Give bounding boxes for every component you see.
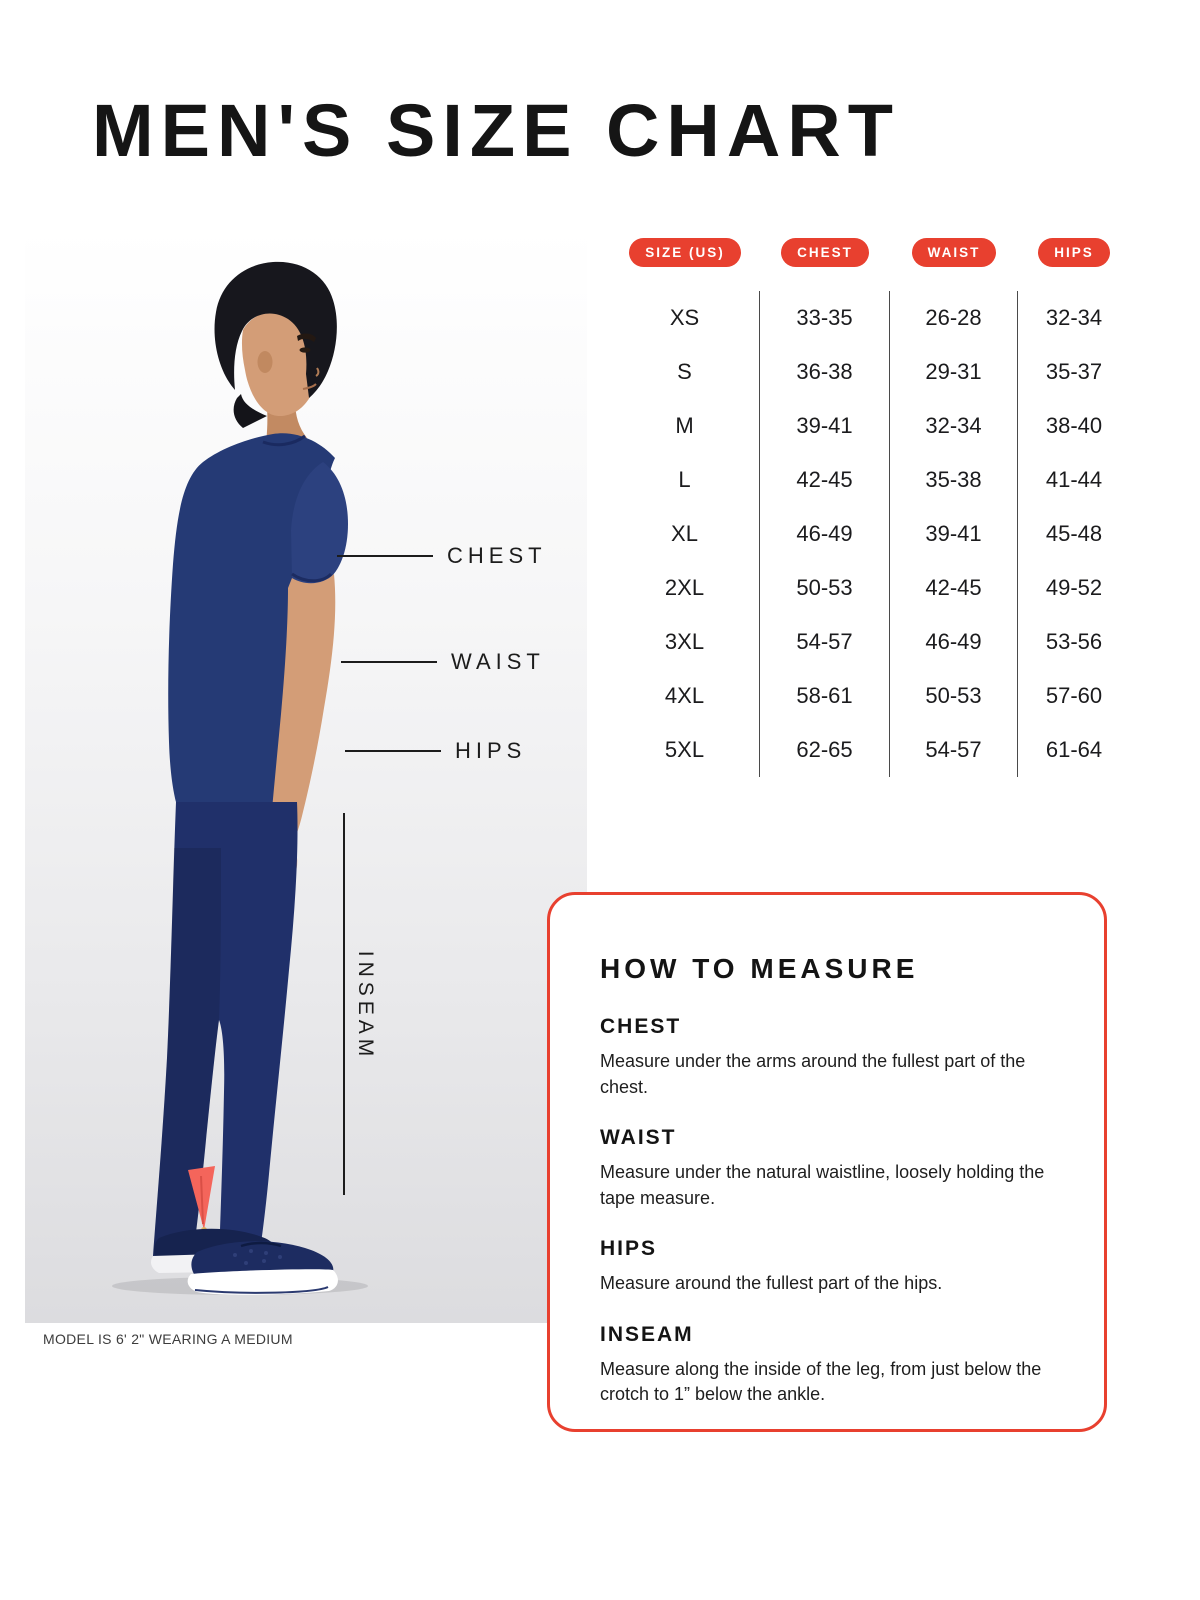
chest-pointer-line bbox=[337, 555, 433, 557]
header-pill-size: SIZE (US) bbox=[629, 238, 741, 267]
waist-pointer-label: WAIST bbox=[451, 649, 545, 674]
page-title: MEN'S SIZE CHART bbox=[92, 89, 900, 172]
table-row bbox=[610, 399, 1130, 453]
waist-cell: 35-38 bbox=[890, 453, 1018, 507]
chest-cell: 50-53 bbox=[760, 561, 890, 615]
size-cell: XS bbox=[610, 291, 760, 345]
table-row bbox=[610, 291, 1130, 345]
size-table-body bbox=[610, 291, 1130, 777]
howto-waist-heading: WAIST bbox=[600, 1126, 677, 1150]
hips-cell: 57-60 bbox=[1045, 683, 1103, 708]
howto-inseam-heading: INSEAM bbox=[600, 1322, 694, 1346]
table-row bbox=[610, 453, 1130, 507]
inseam-pointer-line bbox=[343, 813, 345, 1195]
hips-cell: 38-40 bbox=[1045, 413, 1103, 438]
size-cell: XL bbox=[610, 507, 760, 561]
how-to-measure-title: HOW TO MEASURE bbox=[600, 953, 919, 984]
size-cell: L bbox=[610, 453, 760, 507]
waist-cell: 46-49 bbox=[890, 615, 1018, 669]
waist-cell: 39-41 bbox=[890, 507, 1018, 561]
howto-chest-text: Measure under the arms around the fullest part of the chest. bbox=[600, 1051, 1026, 1097]
how-to-measure-box bbox=[547, 892, 1107, 1432]
size-table bbox=[610, 238, 1130, 777]
size-cell: 3XL bbox=[610, 615, 760, 669]
hips-pointer bbox=[345, 738, 526, 764]
hips-cell: 49-52 bbox=[1045, 575, 1103, 600]
waist-cell: 54-57 bbox=[890, 723, 1018, 777]
howto-hips-text: Measure around the fullest part of the hips. bbox=[600, 1273, 943, 1294]
hips-cell: 35-37 bbox=[1045, 359, 1103, 384]
howto-chest-heading: CHEST bbox=[600, 1015, 682, 1038]
chest-cell: 54-57 bbox=[760, 615, 890, 669]
table-row bbox=[610, 615, 1130, 669]
size-cell: 2XL bbox=[610, 561, 760, 615]
size-cell: 5XL bbox=[610, 723, 760, 777]
waist-cell: 32-34 bbox=[890, 399, 1018, 453]
inseam-pointer-label: INSEAM bbox=[354, 950, 377, 1062]
table-row bbox=[610, 561, 1130, 615]
chest-cell: 36-38 bbox=[760, 345, 890, 399]
howto-waist-text: Measure under the natural waistline, loosely holding the tape measure. bbox=[600, 1162, 1045, 1208]
header-pill-waist: WAIST bbox=[912, 238, 997, 267]
hips-cell: 61-64 bbox=[1045, 737, 1103, 762]
size-cell: 4XL bbox=[610, 669, 760, 723]
chest-pointer-label: CHEST bbox=[447, 543, 547, 568]
howto-hips-heading: HIPS bbox=[600, 1237, 658, 1261]
size-table-header bbox=[610, 238, 1130, 267]
howto-inseam-text: Measure along the inside of the leg, from just below the crotch to 1” below the ankle. bbox=[600, 1358, 1042, 1405]
chest-cell: 46-49 bbox=[760, 507, 890, 561]
header-pill-hips: HIPS bbox=[1038, 238, 1110, 267]
model-figure-illustration bbox=[25, 228, 587, 1323]
chest-cell: 62-65 bbox=[760, 723, 890, 777]
size-cell: M bbox=[610, 399, 760, 453]
waist-pointer bbox=[341, 649, 545, 675]
waist-cell: 50-53 bbox=[890, 669, 1018, 723]
hips-cell: 32-34 bbox=[1045, 305, 1103, 330]
waist-cell: 29-31 bbox=[890, 345, 1018, 399]
waist-cell: 42-45 bbox=[890, 561, 1018, 615]
chest-cell: 42-45 bbox=[760, 453, 890, 507]
waist-pointer-line bbox=[341, 661, 437, 663]
chest-cell: 39-41 bbox=[760, 399, 890, 453]
header-pill-chest: CHEST bbox=[781, 238, 869, 267]
table-row bbox=[610, 345, 1130, 399]
size-cell: S bbox=[610, 345, 760, 399]
model-caption: MODEL IS 6' 2" WEARING A MEDIUM bbox=[43, 1331, 293, 1347]
hips-pointer-line bbox=[345, 750, 441, 752]
hips-cell: 45-48 bbox=[1045, 521, 1103, 546]
table-row bbox=[610, 669, 1130, 723]
hips-pointer-label: HIPS bbox=[455, 738, 527, 763]
table-row bbox=[610, 507, 1130, 561]
waist-cell: 26-28 bbox=[890, 291, 1018, 345]
hips-cell: 41-44 bbox=[1045, 467, 1103, 492]
chest-pointer bbox=[337, 543, 547, 569]
model-photo bbox=[25, 228, 587, 1323]
chest-cell: 58-61 bbox=[760, 669, 890, 723]
hips-cell: 53-56 bbox=[1045, 629, 1103, 654]
chest-cell: 33-35 bbox=[760, 291, 890, 345]
table-row bbox=[610, 723, 1130, 777]
